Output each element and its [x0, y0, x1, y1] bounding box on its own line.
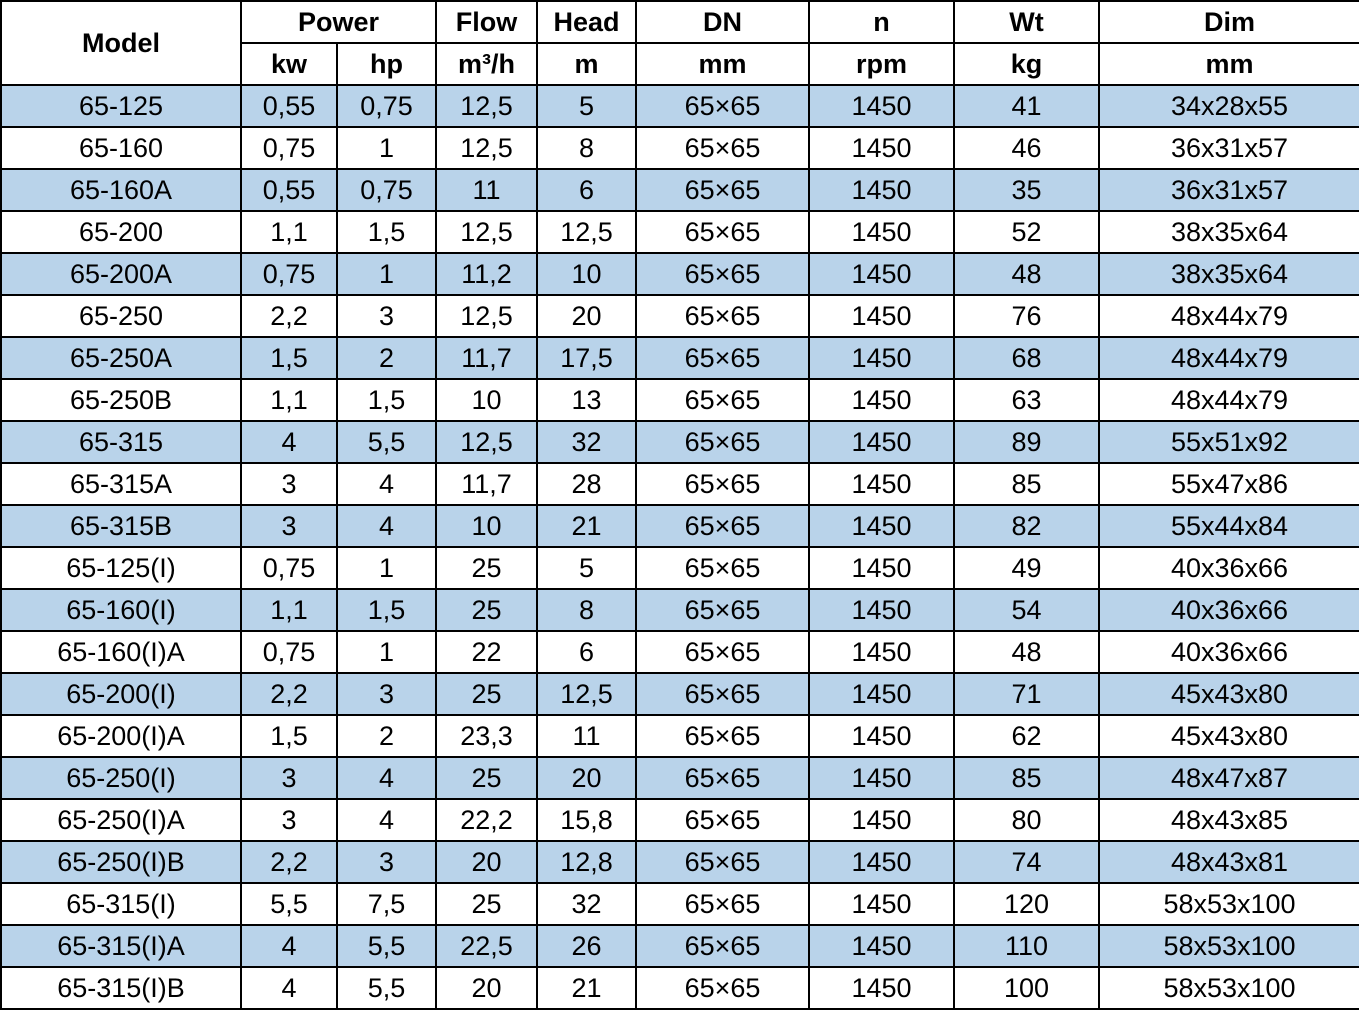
- cell-n: 1450: [809, 799, 954, 841]
- cell-model: 65-250B: [1, 379, 241, 421]
- cell-hp: 4: [337, 757, 436, 799]
- cell-hp: 2: [337, 337, 436, 379]
- cell-n: 1450: [809, 589, 954, 631]
- cell-flow: 25: [436, 757, 537, 799]
- cell-wt: 48: [954, 631, 1099, 673]
- cell-hp: 0,75: [337, 85, 436, 127]
- table-row: [1, 127, 1359, 169]
- cell-head: 8: [537, 127, 636, 169]
- cell-dn: 65×65: [636, 379, 809, 421]
- cell-dn: 65×65: [636, 127, 809, 169]
- cell-dn: 65×65: [636, 421, 809, 463]
- cell-kw: 5,5: [241, 883, 337, 925]
- cell-head: 21: [537, 505, 636, 547]
- cell-n: 1450: [809, 547, 954, 589]
- cell-hp: 4: [337, 463, 436, 505]
- cell-n: 1450: [809, 883, 954, 925]
- cell-kw: 1,1: [241, 379, 337, 421]
- cell-kw: 3: [241, 757, 337, 799]
- cell-head: 12,8: [537, 841, 636, 883]
- table-row: [1, 589, 1359, 631]
- cell-flow: 11,2: [436, 253, 537, 295]
- cell-kw: 3: [241, 463, 337, 505]
- cell-wt: 76: [954, 295, 1099, 337]
- cell-head: 21: [537, 967, 636, 1009]
- cell-head: 17,5: [537, 337, 636, 379]
- cell-flow: 23,3: [436, 715, 537, 757]
- cell-wt: 74: [954, 841, 1099, 883]
- cell-kw: 0,75: [241, 253, 337, 295]
- column-header-head: Head: [537, 1, 636, 43]
- cell-model: 65-315A: [1, 463, 241, 505]
- table-row: [1, 925, 1359, 967]
- cell-model: 65-315B: [1, 505, 241, 547]
- unit-header-dim: mm: [1099, 43, 1359, 85]
- cell-model: 65-315(I)A: [1, 925, 241, 967]
- cell-kw: 2,2: [241, 673, 337, 715]
- cell-dn: 65×65: [636, 505, 809, 547]
- unit-header-n: rpm: [809, 43, 954, 85]
- cell-head: 5: [537, 547, 636, 589]
- cell-dn: 65×65: [636, 169, 809, 211]
- cell-flow: 10: [436, 379, 537, 421]
- table-row: [1, 211, 1359, 253]
- cell-dim: 48x44x79: [1099, 337, 1359, 379]
- cell-wt: 46: [954, 127, 1099, 169]
- cell-model: 65-250(I)A: [1, 799, 241, 841]
- cell-dim: 58x53x100: [1099, 925, 1359, 967]
- cell-flow: 12,5: [436, 127, 537, 169]
- table-row: [1, 421, 1359, 463]
- cell-n: 1450: [809, 967, 954, 1009]
- cell-dim: 58x53x100: [1099, 967, 1359, 1009]
- cell-n: 1450: [809, 715, 954, 757]
- unit-header-flow: m³/h: [436, 43, 537, 85]
- cell-wt: 85: [954, 463, 1099, 505]
- column-header-dn: DN: [636, 1, 809, 43]
- column-header-flow: Flow: [436, 1, 537, 43]
- cell-dn: 65×65: [636, 631, 809, 673]
- cell-dim: 48x47x87: [1099, 757, 1359, 799]
- cell-flow: 22,2: [436, 799, 537, 841]
- cell-wt: 35: [954, 169, 1099, 211]
- cell-head: 13: [537, 379, 636, 421]
- cell-hp: 1,5: [337, 211, 436, 253]
- cell-model: 65-315(I): [1, 883, 241, 925]
- table-row: [1, 841, 1359, 883]
- cell-model: 65-160: [1, 127, 241, 169]
- column-header-n: n: [809, 1, 954, 43]
- cell-dim: 38x35x64: [1099, 253, 1359, 295]
- table-row: [1, 799, 1359, 841]
- cell-flow: 20: [436, 967, 537, 1009]
- cell-dim: 36x31x57: [1099, 127, 1359, 169]
- unit-header-kw: kw: [241, 43, 337, 85]
- cell-flow: 25: [436, 589, 537, 631]
- cell-kw: 2,2: [241, 295, 337, 337]
- cell-hp: 0,75: [337, 169, 436, 211]
- cell-head: 6: [537, 631, 636, 673]
- cell-hp: 4: [337, 799, 436, 841]
- cell-flow: 10: [436, 505, 537, 547]
- cell-hp: 3: [337, 841, 436, 883]
- cell-flow: 12,5: [436, 211, 537, 253]
- cell-dim: 55x51x92: [1099, 421, 1359, 463]
- cell-dn: 65×65: [636, 295, 809, 337]
- cell-dn: 65×65: [636, 85, 809, 127]
- cell-head: 20: [537, 295, 636, 337]
- cell-wt: 120: [954, 883, 1099, 925]
- cell-hp: 5,5: [337, 421, 436, 463]
- cell-model: 65-250A: [1, 337, 241, 379]
- cell-model: 65-125: [1, 85, 241, 127]
- cell-n: 1450: [809, 421, 954, 463]
- cell-model: 65-250: [1, 295, 241, 337]
- cell-wt: 62: [954, 715, 1099, 757]
- cell-kw: 2,2: [241, 841, 337, 883]
- cell-n: 1450: [809, 127, 954, 169]
- cell-model: 65-125(I): [1, 547, 241, 589]
- cell-flow: 25: [436, 673, 537, 715]
- column-header-model: Model: [1, 1, 241, 85]
- cell-model: 65-315(I)B: [1, 967, 241, 1009]
- table-header: [1, 1, 1359, 85]
- cell-head: 6: [537, 169, 636, 211]
- cell-dim: 48x44x79: [1099, 295, 1359, 337]
- cell-n: 1450: [809, 673, 954, 715]
- table-row: [1, 883, 1359, 925]
- cell-wt: 85: [954, 757, 1099, 799]
- cell-dn: 65×65: [636, 799, 809, 841]
- cell-head: 8: [537, 589, 636, 631]
- cell-n: 1450: [809, 337, 954, 379]
- cell-wt: 110: [954, 925, 1099, 967]
- table-row: [1, 463, 1359, 505]
- table-row: [1, 337, 1359, 379]
- cell-model: 65-160A: [1, 169, 241, 211]
- cell-dn: 65×65: [636, 925, 809, 967]
- cell-kw: 4: [241, 925, 337, 967]
- cell-n: 1450: [809, 211, 954, 253]
- cell-flow: 25: [436, 547, 537, 589]
- cell-kw: 1,5: [241, 337, 337, 379]
- cell-dim: 45x43x80: [1099, 673, 1359, 715]
- column-header-power: Power: [241, 1, 436, 43]
- cell-dim: 48x43x85: [1099, 799, 1359, 841]
- cell-wt: 100: [954, 967, 1099, 1009]
- cell-head: 32: [537, 421, 636, 463]
- cell-head: 20: [537, 757, 636, 799]
- cell-dim: 58x53x100: [1099, 883, 1359, 925]
- cell-dn: 65×65: [636, 337, 809, 379]
- cell-model: 65-160(I)A: [1, 631, 241, 673]
- cell-head: 26: [537, 925, 636, 967]
- cell-flow: 12,5: [436, 421, 537, 463]
- cell-wt: 52: [954, 211, 1099, 253]
- cell-dn: 65×65: [636, 253, 809, 295]
- cell-flow: 22,5: [436, 925, 537, 967]
- table-row: [1, 547, 1359, 589]
- cell-kw: 3: [241, 505, 337, 547]
- cell-flow: 25: [436, 883, 537, 925]
- table-row: [1, 715, 1359, 757]
- cell-kw: 0,55: [241, 85, 337, 127]
- cell-n: 1450: [809, 505, 954, 547]
- cell-kw: 0,75: [241, 547, 337, 589]
- cell-wt: 48: [954, 253, 1099, 295]
- table-row: [1, 631, 1359, 673]
- cell-dim: 40x36x66: [1099, 631, 1359, 673]
- cell-dn: 65×65: [636, 757, 809, 799]
- cell-kw: 1,5: [241, 715, 337, 757]
- cell-head: 12,5: [537, 211, 636, 253]
- cell-dim: 55x44x84: [1099, 505, 1359, 547]
- cell-kw: 3: [241, 799, 337, 841]
- cell-flow: 11,7: [436, 463, 537, 505]
- column-header-dim: Dim: [1099, 1, 1359, 43]
- cell-hp: 5,5: [337, 925, 436, 967]
- cell-wt: 54: [954, 589, 1099, 631]
- cell-hp: 3: [337, 673, 436, 715]
- cell-n: 1450: [809, 85, 954, 127]
- cell-n: 1450: [809, 295, 954, 337]
- cell-hp: 7,5: [337, 883, 436, 925]
- cell-kw: 0,75: [241, 127, 337, 169]
- cell-n: 1450: [809, 379, 954, 421]
- cell-head: 5: [537, 85, 636, 127]
- cell-model: 65-160(I): [1, 589, 241, 631]
- cell-dim: 48x43x81: [1099, 841, 1359, 883]
- cell-dim: 36x31x57: [1099, 169, 1359, 211]
- table-row: [1, 85, 1359, 127]
- cell-model: 65-200: [1, 211, 241, 253]
- table-row: [1, 673, 1359, 715]
- table-row: [1, 757, 1359, 799]
- cell-hp: 5,5: [337, 967, 436, 1009]
- cell-dim: 38x35x64: [1099, 211, 1359, 253]
- cell-dn: 65×65: [636, 211, 809, 253]
- unit-header-dn: mm: [636, 43, 809, 85]
- cell-dn: 65×65: [636, 673, 809, 715]
- cell-wt: 89: [954, 421, 1099, 463]
- cell-wt: 80: [954, 799, 1099, 841]
- cell-kw: 0,55: [241, 169, 337, 211]
- cell-wt: 82: [954, 505, 1099, 547]
- cell-head: 11: [537, 715, 636, 757]
- cell-model: 65-200A: [1, 253, 241, 295]
- cell-kw: 0,75: [241, 631, 337, 673]
- cell-model: 65-250(I): [1, 757, 241, 799]
- cell-hp: 3: [337, 295, 436, 337]
- table-row: [1, 967, 1359, 1009]
- cell-hp: 4: [337, 505, 436, 547]
- table-row: [1, 253, 1359, 295]
- cell-n: 1450: [809, 631, 954, 673]
- cell-flow: 20: [436, 841, 537, 883]
- cell-head: 32: [537, 883, 636, 925]
- cell-model: 65-200(I): [1, 673, 241, 715]
- cell-flow: 12,5: [436, 295, 537, 337]
- table-body: [1, 85, 1359, 1009]
- cell-hp: 2: [337, 715, 436, 757]
- cell-n: 1450: [809, 925, 954, 967]
- cell-hp: 1: [337, 547, 436, 589]
- cell-dn: 65×65: [636, 883, 809, 925]
- unit-header-wt: kg: [954, 43, 1099, 85]
- cell-kw: 4: [241, 421, 337, 463]
- cell-flow: 11,7: [436, 337, 537, 379]
- unit-header-head: m: [537, 43, 636, 85]
- cell-dim: 48x44x79: [1099, 379, 1359, 421]
- cell-hp: 1: [337, 253, 436, 295]
- cell-head: 12,5: [537, 673, 636, 715]
- cell-hp: 1,5: [337, 589, 436, 631]
- cell-wt: 71: [954, 673, 1099, 715]
- cell-kw: 4: [241, 967, 337, 1009]
- cell-n: 1450: [809, 253, 954, 295]
- cell-hp: 1: [337, 127, 436, 169]
- cell-kw: 1,1: [241, 211, 337, 253]
- cell-n: 1450: [809, 841, 954, 883]
- cell-dn: 65×65: [636, 463, 809, 505]
- table-row: [1, 379, 1359, 421]
- cell-flow: 11: [436, 169, 537, 211]
- cell-n: 1450: [809, 169, 954, 211]
- table-row: [1, 169, 1359, 211]
- column-header-wt: Wt: [954, 1, 1099, 43]
- cell-head: 28: [537, 463, 636, 505]
- cell-wt: 63: [954, 379, 1099, 421]
- cell-flow: 12,5: [436, 85, 537, 127]
- cell-dim: 34x28x55: [1099, 85, 1359, 127]
- cell-dn: 65×65: [636, 547, 809, 589]
- cell-n: 1450: [809, 463, 954, 505]
- cell-dim: 55x47x86: [1099, 463, 1359, 505]
- cell-head: 15,8: [537, 799, 636, 841]
- cell-dn: 65×65: [636, 841, 809, 883]
- cell-n: 1450: [809, 757, 954, 799]
- cell-dn: 65×65: [636, 715, 809, 757]
- cell-dim: 40x36x66: [1099, 547, 1359, 589]
- cell-kw: 1,1: [241, 589, 337, 631]
- cell-dim: 45x43x80: [1099, 715, 1359, 757]
- cell-model: 65-250(I)B: [1, 841, 241, 883]
- cell-wt: 49: [954, 547, 1099, 589]
- unit-header-hp: hp: [337, 43, 436, 85]
- cell-hp: 1: [337, 631, 436, 673]
- cell-hp: 1,5: [337, 379, 436, 421]
- cell-flow: 22: [436, 631, 537, 673]
- table-row: [1, 505, 1359, 547]
- cell-wt: 68: [954, 337, 1099, 379]
- cell-model: 65-200(I)A: [1, 715, 241, 757]
- cell-dn: 65×65: [636, 589, 809, 631]
- cell-dim: 40x36x66: [1099, 589, 1359, 631]
- cell-dn: 65×65: [636, 967, 809, 1009]
- cell-model: 65-315: [1, 421, 241, 463]
- table-row: [1, 295, 1359, 337]
- cell-head: 10: [537, 253, 636, 295]
- cell-wt: 41: [954, 85, 1099, 127]
